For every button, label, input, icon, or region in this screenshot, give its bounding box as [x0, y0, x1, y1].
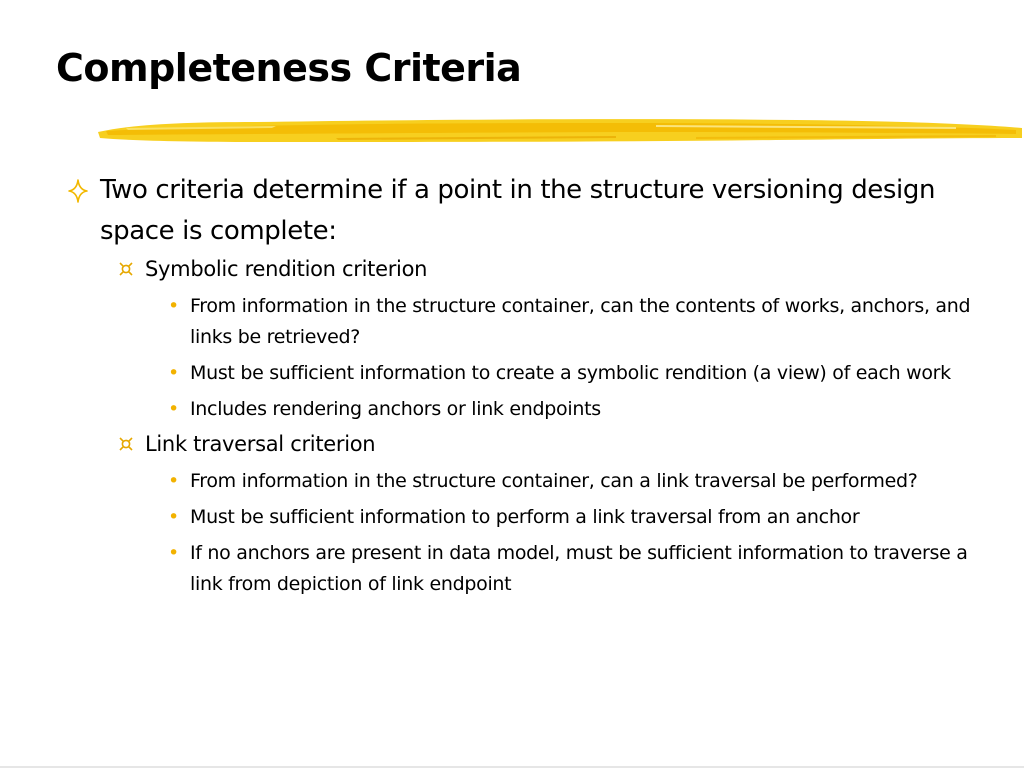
criterion-point-text: Must be sufficient information to perform a link traversal from an anchor	[190, 506, 860, 528]
dot-bullet-icon: •	[168, 506, 179, 528]
dot-bullet-icon: •	[168, 398, 179, 420]
criterion-label: Symbolic rendition criterion	[145, 257, 428, 281]
criterion-point	[168, 538, 990, 600]
criterion-point-text: Must be sufficient information to create a symbolic rendition (a view) of each work	[190, 362, 951, 384]
currency-sign-icon	[118, 261, 134, 277]
criterion-point-text: If no anchors are present in data model, must be sufficient information to traverse a link from depiction of link endpoint	[190, 542, 968, 595]
criterion-label: Link traversal criterion	[145, 432, 376, 456]
criterion-point	[168, 466, 990, 497]
main-point-text: Two criteria determine if a point in the structure versioning design space is complete:	[100, 175, 936, 246]
criterion-point	[168, 502, 990, 533]
title-underline-brushstroke	[96, 112, 1024, 150]
criterion-point-text: From information in the structure container, can the contents of works, anchors, and links be retrieved?	[190, 295, 971, 348]
criterion-point	[168, 394, 990, 425]
criterion-point	[168, 358, 990, 389]
criterion-symbolic-rendition	[145, 252, 990, 286]
main-point	[60, 170, 990, 252]
slide-title: Completeness Criteria	[56, 46, 522, 90]
slide-body	[60, 170, 990, 600]
dot-bullet-icon: •	[168, 362, 179, 384]
currency-sign-icon	[118, 436, 134, 452]
dot-bullet-icon: •	[168, 295, 179, 317]
dot-bullet-icon: •	[168, 542, 179, 564]
criterion-point-text: From information in the structure container, can a link traversal be performed?	[190, 470, 918, 492]
criterion-link-traversal	[145, 427, 990, 461]
criterion-point-text: Includes rendering anchors or link endpoints	[190, 398, 601, 420]
criterion-point	[168, 291, 990, 353]
four-point-star-icon	[65, 170, 91, 211]
dot-bullet-icon: •	[168, 470, 179, 492]
